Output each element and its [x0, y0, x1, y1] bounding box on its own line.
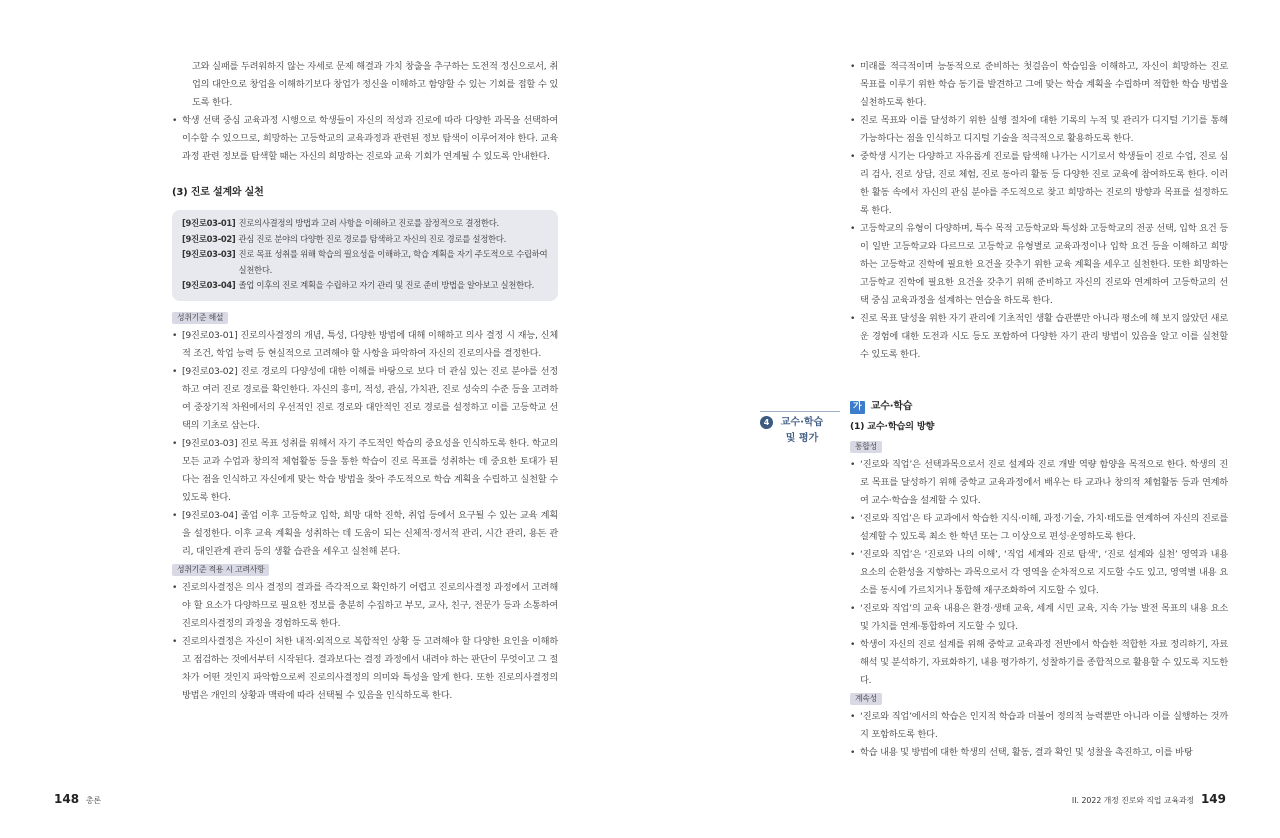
- tag-continuity: 계속성: [850, 693, 882, 705]
- direction-heading: (1) 교수·학습의 방향: [850, 421, 935, 432]
- standard-item: [182, 216, 548, 232]
- list-item: • ‘진로와 직업’은 ‘진로와 나의 이해’, ‘직업 세계와 진로 탐색’, ‘진로 설계와 실천’ 영역과 내용 요소의 순환성을 지향하는 과목으로서 각 영역을 순차적으로 지도할 수도 있고, 영역별 내용 요소를 동시에 가르치거나 통합해 재구조화하여 지도할 수 있다.: [850, 546, 1228, 600]
- list-item: • 진로 목표 달성을 위한 자기 관리에 기초적인 생활 습관뿐만 아니라 평소에 해 보지 않았던 새로운 경험에 대한 도전과 시도 등도 포함하여 다양한 자기 관리 방법이 있음을 알고 이를 실천할 수 있도록 한다.: [850, 310, 1228, 364]
- intro-bullet: • 학생 선택 중심 교육과정 시행으로 학생들이 자신의 적성과 진로에 따라 다양한 과목을 선택하여 이수할 수 있으므로, 희망하는 고등학교의 교육과정과 관련된 정보 탐색이 이루어져야 한다. 교육과정 관련 정보를 탐색할 때는 자신의 희망하는 진로와 교육 기회가 연계될 수 있도록 안내한다.: [172, 112, 558, 166]
- list-item: • [9진로03-02] 진로 경로의 다양성에 대한 이해를 바탕으로 보다 더 관심 있는 진로 분야를 선정하고 여러 진로 경로를 확인한다. 자신의 흥미, 적성, 관심, 가치관, 진로 성숙의 수준 등을 고려하여 중장기적 차원에서의 우선적인 진로 경로와 대안적인 진로 경로를 설정하고 이를 고등학교 선택의 기초로 삼는다.: [172, 363, 558, 435]
- footer-title: II. 2022 개정 진로와 직업 교육과정: [1071, 796, 1195, 805]
- section-title: (3) 진로 설계와 실천: [172, 187, 264, 198]
- page-number-left: 148: [54, 792, 80, 806]
- list-item: • ‘진로와 직업’에서의 학습은 인지적 학습과 더불어 정의적 능력뿐만 아니라 이를 실행하는 것까지 포함하도록 한다.: [850, 708, 1228, 744]
- tag-standard-explanation: 성취기준 해설: [172, 312, 228, 324]
- footer-section: 총론: [85, 796, 102, 805]
- standard-text: 관심 진로 분야의 다양한 진로 경로를 탐색하고 자신의 진로 경로를 설정한다.: [238, 233, 506, 244]
- standard-text: 진로의사결정의 방법과 고려 사항을 이해하고 진로를 잠정적으로 결정한다.: [238, 218, 499, 228]
- list-item: • 고등학교의 유형이 다양하며, 특수 목적 고등학교와 특성화 고등학교의 전공 선택, 입학 요건 등이 일반 고등학교와 다르므로 고등학교 유형별로 교육과정이나 입학 요건 등을 이해하고 희망하는 고등학교 진학에 필요한 요건을 갖추기 위한 교육 계획을 세우고 실천한다. 또한 희망하는 고등학교 진학에 필요한 요건을 갖추기 위해 준비하고 자신의 진로와 연계하여 고등학교의 선택 중심 교육과정을 설계하는 연습을 하도록 한다.: [850, 220, 1228, 310]
- list-item: • ‘진로와 직업’은 타 교과에서 학습한 지식·이해, 과정·기술, 가치·태도를 연계하여 자신의 진로를 설계할 수 있도록 최소 한 학년 또는 그 이상으로 편성·운영하도록 한다.: [850, 510, 1228, 546]
- chapter-number-badge: 4: [760, 416, 773, 429]
- list-item: • 학습 내용 및 방법에 대한 학생의 선택, 활동, 결과 확인 및 성찰을 촉진하고, 이를 바탕: [850, 744, 1228, 762]
- list-item: • ‘진로와 직업’의 교육 내용은 환경·생태 교육, 세계 시민 교육, 지속 가능 발전 목표의 내용 요소 및 가치를 연계·통합하여 지도할 수 있다.: [850, 600, 1228, 636]
- subsection-marker: 가: [850, 401, 865, 414]
- list-item: • 진로의사결정은 의사 결정의 결과를 즉각적으로 확인하기 어렵고 진로의사결정 과정에서 고려해야 할 요소가 다양하므로 필요한 정보를 충분히 수집하고 부모, 교사, 친구, 전문가 등과 소통하여 진로의사결정의 과정을 경험하도록 한다.: [172, 579, 558, 633]
- divider: [760, 411, 840, 412]
- standard-item: [182, 232, 548, 248]
- list-item: • 미래를 적극적이며 능동적으로 준비하는 첫걸음이 학습임을 이해하고, 자신이 희망하는 진로 목표를 이루기 위한 학습 동기를 발견하고 그에 맞는 학습 계획을 수립하며 적합한 학습 방법을 실천하도록 한다.: [850, 58, 1228, 112]
- list-item: • 학생이 자신의 진로 설계를 위해 중학교 교육과정 전반에서 학습한 적합한 자료 정리하기, 자료 해석 및 분석하기, 자료화하기, 내용 평가하기, 성찰하기를 종합적으로 활용할 수 있도록 지도한다.: [850, 636, 1228, 690]
- intro-paragraph: 고와 실패를 두려워하지 않는 자세로 문제 해결과 가치 창출을 추구하는 도전적 정신으로서, 취업의 대안으로 창업을 이해하기보다 창업가 정신을 이해하고 함양할 수 있는 기회를 접할 수 있도록 한다.: [192, 61, 558, 108]
- standard-text: 진로 목표 성취를 위해 학습의 필요성을 이해하고, 학습 계획을 자기 주도적으로 수립하여 실천한다.: [238, 249, 548, 275]
- standard-item: [182, 278, 548, 294]
- footer-right: [1072, 792, 1226, 806]
- list-item: • 진로의사결정은 자신이 처한 내적·외적으로 복합적인 상황 등 고려해야 할 다양한 요인을 이해하고 점검하는 것에서부터 시작된다. 결과보다는 결정 과정에서 내려야 하는 판단이 무엇이고 그 절차가 어떤 것인지 파악함으로써 진로의사결정의 의미와 특성을 알게 한다. 또한 진로의사결정의 방법은 개인의 상황과 맥락에 따라 선택될 수 있음을 인식하도록 한다.: [172, 633, 558, 705]
- standard-code: [9진로03-03]: [182, 249, 236, 259]
- standard-code: [9진로03-02]: [182, 233, 236, 244]
- tag-considerations: 성취기준 적용 시 고려사항: [172, 564, 269, 576]
- tag-integration: 통합성: [850, 441, 882, 453]
- subsection-heading: [850, 398, 1228, 416]
- standard-code: [9진로03-04]: [182, 280, 236, 290]
- chapter-label: 교수·학습 및 평가: [780, 417, 824, 444]
- list-item: • ‘진로와 직업’은 선택과목으로서 진로 설계와 진로 개발 역량 함양을 목적으로 한다. 학생의 진로 목표를 달성하기 위해 중학교 교육과정에서 배우는 타 교과나 창의적 체험활동 등과 연계하여 교수·학습을 설계할 수 있다.: [850, 456, 1228, 510]
- list-item: • 진로 목표와 이를 달성하기 위한 실행 절차에 대한 기록의 누적 및 관리가 디지털 기기를 통해 가능하다는 점을 인식하고 디지털 기술을 적극적으로 활용하도록 한다.: [850, 112, 1228, 148]
- list-item: • 중학생 시기는 다양하고 자유롭게 진로를 탐색해 나가는 시기로서 학생들이 진로 수업, 진로 심리 검사, 진로 상담, 진로 체험, 진로 동아리 활동 등 다양한 진로 교육에 참여하도록 한다. 이러한 활동 속에서 자신의 관심 분야를 주도적으로 찾고 희망하는 진로의 방향과 목표를 설정하도록 한다.: [850, 148, 1228, 220]
- footer-left: [54, 792, 101, 806]
- left-column: [172, 58, 558, 705]
- achievement-standards-box: [172, 210, 558, 301]
- list-item: • [9진로03-03] 진로 목표 성취를 위해서 자기 주도적인 학습의 중요성을 인식하도록 한다. 학교의 모든 교과 수업과 창의적 체험활동 등을 통한 학습이 진로 목표를 성취하는 데 중요한 토대가 된다는 점을 인식하고 자신에게 맞는 학습 방법을 찾아 주도적으로 학습 계획을 수립하고 실천할 수 있도록 한다.: [172, 435, 558, 507]
- list-item: • [9진로03-01] 진로의사결정의 개념, 특성, 다양한 방법에 대해 이해하고 의사 결정 시 재능, 신체적 조건, 학업 능력 등 현실적으로 고려해야 할 사항을 파악하여 자신의 진로의사를 결정한다.: [172, 327, 558, 363]
- list-item: • [9진로03-04] 졸업 이후 고등학교 입학, 희망 대학 진학, 취업 등에서 요구될 수 있는 교육 계획을 설정한다. 이후 교육 계획을 성취하는 데 도움이 되는 신체적·정서적 관리, 시간 관리, 용돈 관리, 대인관계 관리 등의 생활 습관을 세우고 실천해 본다.: [172, 507, 558, 561]
- subsection-title: 교수·학습: [870, 401, 913, 412]
- standard-item: [182, 247, 548, 278]
- page-number-right: 149: [1200, 792, 1226, 806]
- standard-code: [9진로03-01]: [182, 218, 236, 228]
- standard-text: 졸업 이후의 진로 계획을 수립하고 자기 관리 및 진로 준비 방법을 알아보고 실천한다.: [238, 280, 535, 290]
- right-column: [850, 58, 1228, 762]
